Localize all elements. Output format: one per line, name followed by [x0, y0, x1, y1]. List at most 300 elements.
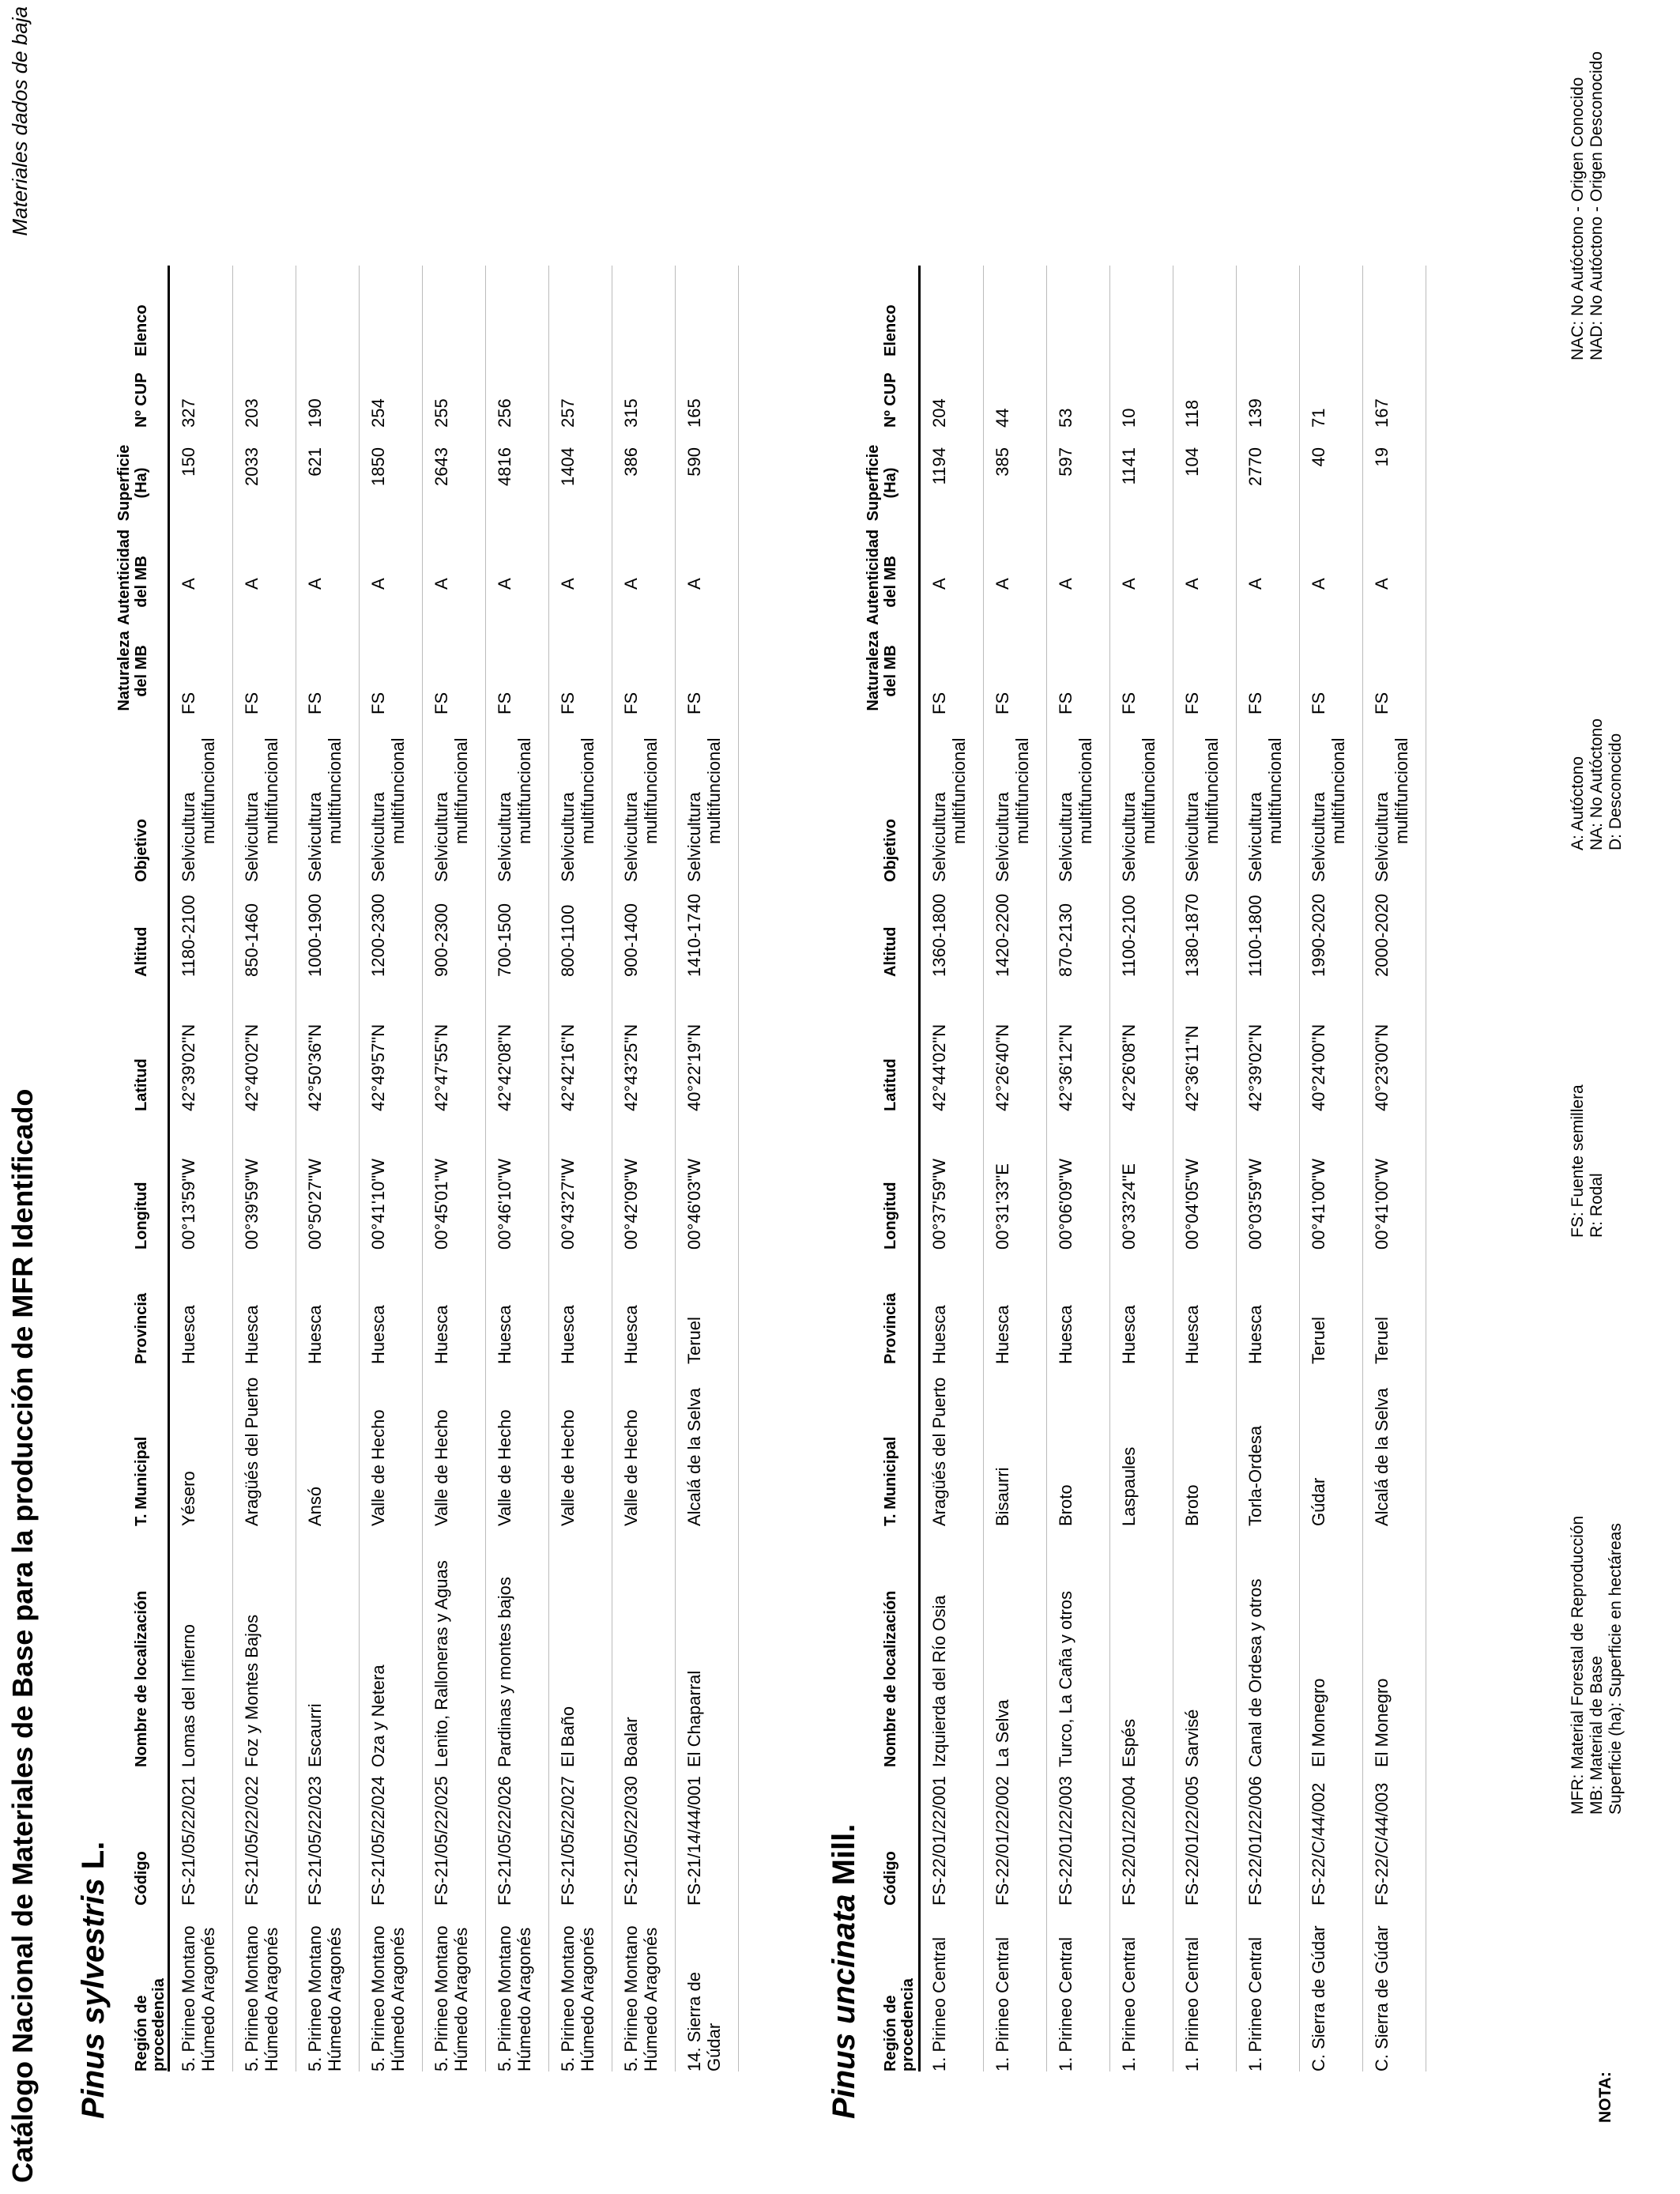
cell-longitud: 00°42'09"W — [621, 1159, 641, 1250]
cell-cup: 315 — [621, 398, 641, 428]
cell-naturaleza: FS — [1245, 692, 1265, 714]
cell-autenticidad: A — [305, 578, 325, 590]
cell-longitud: 00°13'59"W — [179, 1159, 198, 1250]
column-header-latitud — [133, 985, 150, 1111]
cell-objetivo — [993, 720, 1032, 882]
cell-provincia: Huesca — [621, 1305, 641, 1364]
objetivo-line-2: multifuncional — [1328, 737, 1348, 844]
cell-nombre: Oza y Netera — [368, 1664, 388, 1767]
objetivo-line-2: multifuncional — [262, 737, 281, 844]
column-header-region — [133, 1921, 168, 2071]
cell-longitud: 00°45'01"W — [431, 1159, 451, 1250]
species-latin-name: Pinus sylvestris — [76, 1878, 111, 2119]
note-line: R: Rodal — [1588, 1173, 1606, 1238]
note-line: NAC: No Autóctono - Origen Conocido — [1569, 77, 1587, 360]
cell-autenticidad: A — [179, 578, 198, 590]
column-header-line: T. Municipal — [133, 1436, 150, 1526]
cell-superficie: 621 — [305, 447, 325, 477]
header-rule — [168, 266, 170, 2071]
cell-provincia: Huesca — [929, 1305, 949, 1364]
notes-col1 — [1569, 1516, 1625, 1815]
column-header-line: del MB — [133, 645, 150, 697]
row-divider — [422, 266, 423, 2071]
cell-autenticidad: A — [242, 578, 262, 590]
note-line: A: Autóctono — [1569, 756, 1587, 850]
cell-codigo: FS-21/05/22/030 — [621, 1776, 641, 1906]
cell-cup: 167 — [1372, 398, 1392, 428]
objetivo-line-1: Selvicultura — [179, 792, 198, 882]
cell-municipal: Aragüés del Puerto — [242, 1377, 262, 1526]
cell-provincia: Huesca — [431, 1305, 451, 1364]
cell-altitud: 900-2300 — [431, 903, 451, 977]
cell-altitud: 800-1100 — [558, 904, 578, 977]
column-header-line: Código — [882, 1851, 899, 1906]
cell-autenticidad: A — [558, 578, 578, 590]
cell-provincia: Huesca — [1182, 1305, 1202, 1364]
cell-codigo: FS-22/01/22/004 — [1119, 1776, 1139, 1906]
cell-codigo: FS-21/05/22/024 — [368, 1776, 388, 1906]
species-author: Mill. — [827, 1823, 861, 1886]
cell-region: 5. Pirineo Montano Húmedo Aragonés — [242, 1925, 281, 2071]
cell-objetivo — [242, 720, 281, 882]
cell-superficie: 1404 — [558, 447, 578, 486]
objetivo-line-1: Selvicultura — [684, 792, 704, 882]
cell-nombre: Foz y Montes Bajos — [242, 1614, 262, 1767]
column-header-line: T. Municipal — [882, 1436, 899, 1526]
cell-cup: 204 — [929, 398, 949, 428]
cell-provincia: Huesca — [305, 1305, 325, 1364]
cell-altitud: 1100-2100 — [1119, 895, 1139, 977]
notes-col2 — [1569, 1084, 1607, 1238]
cell-municipal: Aragüés del Puerto — [929, 1377, 949, 1526]
column-header-latitud — [882, 985, 899, 1111]
column-header-autenticidad — [864, 529, 899, 625]
note-line: NA: No Autóctono — [1588, 718, 1606, 850]
cell-codigo: FS-22/C/44/003 — [1372, 1782, 1392, 1906]
objetivo-line-1: Selvicultura — [1245, 792, 1265, 882]
cell-naturaleza: FS — [684, 692, 704, 714]
cell-latitud: 42°50'36"N — [305, 1023, 325, 1111]
cell-provincia: Huesca — [495, 1305, 514, 1364]
cell-municipal: Valle de Hecho — [558, 1409, 578, 1526]
cell-objetivo — [305, 720, 345, 882]
row-divider — [359, 266, 360, 2071]
cell-region: 1. Pirineo Central — [1119, 1937, 1139, 2071]
cell-altitud: 900-1400 — [621, 903, 641, 977]
note-line: MFR: Material Forestal de Reproducción — [1569, 1515, 1587, 1815]
cell-cup: 44 — [993, 408, 1012, 428]
cell-superficie: 19 — [1372, 447, 1392, 467]
column-header-line: Código — [133, 1851, 150, 1906]
objetivo-line-1: Selvicultura — [1182, 792, 1202, 882]
cell-provincia: Huesca — [993, 1305, 1012, 1364]
cell-superficie: 4816 — [495, 447, 514, 486]
row-divider — [675, 266, 676, 2071]
column-header-line: Objetivo — [133, 818, 150, 882]
cell-cup: 256 — [495, 398, 514, 428]
cell-nombre: Lenito, Ralloneras y Aguas — [431, 1560, 451, 1767]
cell-longitud: 00°04'05"W — [1182, 1159, 1202, 1250]
cell-region: 5. Pirineo Montano Húmedo Aragonés — [305, 1925, 345, 2071]
column-header-line: Latitud — [882, 1058, 899, 1111]
cell-latitud: 42°40'02"N — [242, 1023, 262, 1111]
cell-municipal: Alcalá de la Selva — [684, 1388, 704, 1526]
cell-naturaleza: FS — [305, 692, 325, 714]
column-header-cup — [133, 356, 150, 428]
column-header-line: Nombre de localización — [882, 1590, 899, 1767]
cell-objetivo — [621, 720, 661, 882]
cell-autenticidad: A — [1245, 578, 1265, 590]
cell-longitud: 00°41'00"W — [1372, 1159, 1392, 1250]
cell-codigo: FS-21/14/44/001 — [684, 1776, 704, 1906]
cell-codigo: FS-21/05/22/025 — [431, 1776, 451, 1906]
row-divider — [738, 266, 739, 2071]
column-header-line: Altitud — [133, 926, 150, 977]
cell-nombre: Boalar — [621, 1717, 641, 1767]
cell-latitud: 42°36'11"N — [1182, 1025, 1202, 1111]
column-header-line: del MB — [133, 556, 150, 608]
header-rule — [918, 266, 921, 2071]
cell-municipal: Alcalá de la Selva — [1372, 1388, 1392, 1526]
row-divider — [232, 266, 233, 2071]
column-header-objetivo — [882, 720, 899, 882]
cell-nombre: Espés — [1119, 1718, 1139, 1767]
column-header-line: Altitud — [882, 926, 899, 977]
cell-region: 5. Pirineo Montano Húmedo Aragonés — [558, 1925, 597, 2071]
cell-longitud: 00°43'27"W — [558, 1159, 578, 1250]
column-header-line: Naturaleza — [864, 631, 882, 711]
cell-autenticidad: A — [1056, 578, 1075, 590]
cell-longitud: 00°41'00"W — [1309, 1159, 1328, 1250]
cell-objetivo — [431, 720, 471, 882]
cell-superficie: 2033 — [242, 447, 262, 486]
column-header-region — [882, 1921, 917, 2071]
cell-municipal: Broto — [1182, 1484, 1202, 1526]
objetivo-line-1: Selvicultura — [1056, 792, 1075, 882]
cell-region: 1. Pirineo Central — [929, 1937, 949, 2071]
objetivo-line-2: multifuncional — [1202, 737, 1222, 844]
cell-municipal: Valle de Hecho — [495, 1409, 514, 1526]
cell-cup: 327 — [179, 398, 198, 428]
cell-region: 1. Pirineo Central — [993, 1937, 1012, 2071]
cell-autenticidad: A — [1372, 578, 1392, 590]
cell-altitud: 1000-1900 — [305, 893, 325, 977]
species-author: L. — [76, 1841, 111, 1870]
objetivo-line-2: multifuncional — [451, 737, 471, 844]
cell-autenticidad: A — [368, 578, 388, 590]
cell-autenticidad: A — [495, 578, 514, 590]
cell-naturaleza: FS — [368, 692, 388, 714]
cell-provincia: Teruel — [684, 1317, 704, 1364]
cell-region: C. Sierra de Gúdar — [1309, 1925, 1328, 2071]
cell-altitud: 2000-2020 — [1372, 893, 1392, 977]
column-header-municipal — [133, 1364, 150, 1526]
note-line: D: Desconocido — [1607, 733, 1625, 850]
cell-municipal: Broto — [1056, 1484, 1075, 1526]
cell-region: 14. Sierra de Gúdar — [684, 1972, 724, 2071]
cell-naturaleza: FS — [242, 692, 262, 714]
cell-objetivo — [558, 720, 597, 882]
cell-longitud: 00°41'10"W — [368, 1159, 388, 1250]
cell-naturaleza: FS — [1056, 692, 1075, 714]
cell-municipal: Torla-Ordesa — [1245, 1425, 1265, 1526]
cell-provincia: Teruel — [1372, 1317, 1392, 1364]
notes-col4 — [1569, 51, 1607, 360]
cell-altitud: 1420-2200 — [993, 893, 1012, 977]
cell-region: C. Sierra de Gúdar — [1372, 1925, 1392, 2071]
cell-superficie: 2770 — [1245, 447, 1265, 486]
column-header-line: Región de procedencia — [133, 1978, 168, 2071]
cell-altitud: 1380-1870 — [1182, 893, 1202, 977]
cell-nombre: El Chaparral — [684, 1670, 704, 1767]
objetivo-line-2: multifuncional — [325, 737, 345, 844]
row-divider — [1046, 266, 1047, 2071]
cell-region: 5. Pirineo Montano Húmedo Aragonés — [179, 1925, 218, 2071]
cell-superficie: 1141 — [1119, 447, 1139, 485]
cell-cup: 203 — [242, 398, 262, 428]
cell-altitud: 1200-2300 — [368, 893, 388, 977]
row-divider — [983, 266, 984, 2071]
cell-codigo: FS-21/05/22/023 — [305, 1776, 325, 1906]
objetivo-line-2: multifuncional — [514, 737, 534, 844]
cell-superficie: 385 — [993, 447, 1012, 477]
column-header-line: Elenco — [133, 304, 150, 356]
column-header-line: Provincia — [882, 1292, 899, 1364]
note-line: NAD: No Autóctono - Origen Desconocido — [1588, 51, 1606, 360]
column-header-line: Autenticidad — [115, 529, 133, 625]
cell-latitud: 42°39'02"N — [179, 1023, 198, 1111]
cell-provincia: Teruel — [1309, 1317, 1328, 1364]
cell-objetivo — [179, 720, 218, 882]
column-header-line: Superficie — [864, 444, 882, 522]
cell-provincia: Huesca — [1056, 1305, 1075, 1364]
row-divider — [485, 266, 486, 2071]
cell-latitud: 42°42'08"N — [495, 1023, 514, 1111]
cell-cup: 190 — [305, 398, 325, 428]
cell-municipal: Ansó — [305, 1486, 325, 1526]
cell-naturaleza: FS — [431, 692, 451, 714]
cell-naturaleza: FS — [1372, 692, 1392, 714]
cell-region: 1. Pirineo Central — [1182, 1937, 1202, 2071]
column-header-line: Superficie — [115, 444, 133, 522]
cell-naturaleza: FS — [558, 692, 578, 714]
cell-longitud: 00°50'27"W — [305, 1159, 325, 1250]
cell-altitud: 700-1500 — [495, 903, 514, 977]
cell-latitud: 42°42'16"N — [558, 1023, 578, 1111]
objetivo-line-1: Selvicultura — [431, 792, 451, 882]
objetivo-line-2: multifuncional — [1139, 737, 1158, 844]
column-header-nombre — [133, 1534, 150, 1767]
cell-longitud: 00°46'10"W — [495, 1159, 514, 1250]
cell-nombre: Turco, La Caña y otros — [1056, 1591, 1075, 1767]
cell-region: 5. Pirineo Montano Húmedo Aragonés — [621, 1925, 661, 2071]
objetivo-line-2: multifuncional — [1392, 737, 1411, 844]
cell-superficie: 40 — [1309, 447, 1328, 467]
cell-nombre: El Monegro — [1372, 1678, 1392, 1767]
objetivo-line-1: Selvicultura — [242, 792, 262, 882]
cell-autenticidad: A — [1309, 578, 1328, 590]
cell-cup: 71 — [1309, 408, 1328, 428]
cell-latitud: 42°49'57"N — [368, 1023, 388, 1111]
column-header-objetivo — [133, 720, 150, 882]
cell-cup: 139 — [1245, 398, 1265, 428]
cell-objetivo — [1372, 720, 1411, 882]
cell-cup: 255 — [431, 398, 451, 428]
cell-cup: 10 — [1119, 408, 1139, 428]
cell-cup: 165 — [684, 398, 704, 428]
column-header-line: Objetivo — [882, 818, 899, 882]
column-header-line: del MB — [882, 556, 899, 608]
column-header-naturaleza — [115, 628, 150, 714]
cell-longitud: 00°33'24"E — [1119, 1163, 1139, 1250]
cell-region: 5. Pirineo Montano Húmedo Aragonés — [368, 1925, 408, 2071]
cell-latitud: 42°47'55"N — [431, 1023, 451, 1111]
column-header-line: (Ha) — [133, 467, 150, 499]
row-divider — [1236, 266, 1237, 2071]
cell-autenticidad: A — [431, 578, 451, 590]
cell-provincia: Huesca — [368, 1305, 388, 1364]
cell-municipal: Valle de Hecho — [431, 1409, 451, 1526]
cell-naturaleza: FS — [495, 692, 514, 714]
cell-municipal: Gúdar — [1309, 1477, 1328, 1526]
column-header-line: Elenco — [882, 304, 899, 356]
cell-altitud: 1360-1800 — [929, 893, 949, 977]
cell-codigo: FS-22/01/22/005 — [1182, 1776, 1202, 1906]
cell-latitud: 40°23'00"N — [1372, 1023, 1392, 1111]
cell-municipal: Laspaules — [1119, 1446, 1139, 1526]
objetivo-line-2: multifuncional — [1075, 737, 1095, 844]
column-header-provincia — [882, 1273, 899, 1364]
cell-codigo: FS-21/05/22/026 — [495, 1776, 514, 1906]
cell-cup: 118 — [1182, 399, 1202, 428]
column-header-line: Naturaleza — [115, 631, 133, 711]
cell-longitud: 00°03'59"W — [1245, 1159, 1265, 1250]
cell-latitud: 42°44'02"N — [929, 1023, 949, 1111]
cell-latitud: 42°39'02"N — [1245, 1023, 1265, 1111]
column-header-altitud — [133, 886, 150, 977]
species-title — [76, 1842, 111, 2119]
cell-municipal: Valle de Hecho — [621, 1409, 641, 1526]
corner-note: Materiales dados de baja — [8, 6, 32, 236]
cell-nombre: Pardinas y montes bajos — [495, 1577, 514, 1767]
objetivo-line-1: Selvicultura — [993, 792, 1012, 882]
column-header-codigo — [882, 1771, 899, 1906]
cell-autenticidad: A — [1182, 578, 1202, 590]
objetivo-line-2: multifuncional — [388, 737, 408, 844]
objetivo-line-1: Selvicultura — [1309, 792, 1328, 882]
column-header-line: Nombre de localización — [133, 1590, 150, 1767]
objetivo-line-2: multifuncional — [198, 737, 218, 844]
cell-longitud: 00°39'59"W — [242, 1159, 262, 1250]
cell-provincia: Huesca — [1119, 1305, 1139, 1364]
cell-nombre: Izquierda del Río Osia — [929, 1595, 949, 1767]
cell-superficie: 1850 — [368, 447, 388, 486]
note-line: Superficie (ha): Superficie en hectáreas — [1607, 1523, 1625, 1815]
cell-region: 1. Pirineo Central — [1245, 1937, 1265, 2071]
cell-naturaleza: FS — [929, 692, 949, 714]
cell-provincia: Huesca — [179, 1305, 198, 1364]
column-header-codigo — [133, 1771, 150, 1906]
column-header-naturaleza — [864, 628, 899, 714]
cell-codigo: FS-21/05/22/022 — [242, 1776, 262, 1906]
cell-superficie: 597 — [1056, 447, 1075, 477]
cell-nombre: Sarvisé — [1182, 1709, 1202, 1767]
column-header-line: Nº CUP — [882, 372, 899, 428]
column-header-superficie — [864, 439, 899, 526]
cell-municipal: Yésero — [179, 1471, 198, 1526]
cell-latitud: 42°43'25"N — [621, 1023, 641, 1111]
cell-municipal: Bisaurri — [993, 1467, 1012, 1526]
note-line: FS: Fuente semillera — [1569, 1084, 1587, 1238]
objetivo-line-1: Selvicultura — [558, 792, 578, 882]
cell-codigo: FS-22/01/22/002 — [993, 1776, 1012, 1906]
cell-autenticidad: A — [993, 578, 1012, 590]
objetivo-line-1: Selvicultura — [1372, 792, 1392, 882]
cell-naturaleza: FS — [1119, 692, 1139, 714]
objetivo-line-2: multifuncional — [704, 737, 724, 844]
column-header-elenco — [882, 285, 899, 356]
cell-latitud: 42°26'08"N — [1119, 1023, 1139, 1111]
cell-superficie: 1194 — [929, 447, 949, 485]
cell-altitud: 850-1460 — [242, 903, 262, 977]
cell-latitud: 40°22'19"N — [684, 1023, 704, 1111]
nota-label: NOTA: — [1596, 2071, 1614, 2123]
cell-region: 5. Pirineo Montano Húmedo Aragonés — [431, 1925, 471, 2071]
cell-cup: 257 — [558, 398, 578, 428]
column-header-line: Autenticidad — [864, 529, 882, 625]
cell-autenticidad: A — [1119, 578, 1139, 590]
objetivo-line-1: Selvicultura — [368, 792, 388, 882]
cell-cup: 53 — [1056, 408, 1075, 428]
cell-nombre: Lomas del Infierno — [179, 1624, 198, 1767]
cell-nombre: Escaurri — [305, 1703, 325, 1767]
species-latin-name: Pinus uncinata — [827, 1894, 861, 2119]
column-header-line: Longitud — [133, 1182, 150, 1250]
cell-naturaleza: FS — [993, 692, 1012, 714]
column-header-provincia — [133, 1273, 150, 1364]
cell-longitud: 00°31'33"E — [993, 1163, 1012, 1250]
cell-nombre: Canal de Ordesa y otros — [1245, 1578, 1265, 1767]
column-header-line: Longitud — [882, 1182, 899, 1250]
notes-col3 — [1569, 718, 1625, 850]
objetivo-line-1: Selvicultura — [621, 792, 641, 882]
cell-objetivo — [1309, 720, 1348, 882]
column-header-line: Latitud — [133, 1058, 150, 1111]
cell-provincia: Huesca — [558, 1305, 578, 1364]
note-line: MB: Material de Base — [1588, 1656, 1606, 1815]
column-header-cup — [882, 356, 899, 428]
column-header-line: Nº CUP — [133, 372, 150, 428]
cell-naturaleza: FS — [179, 692, 198, 714]
cell-objetivo — [1119, 720, 1158, 882]
objetivo-line-2: multifuncional — [1265, 737, 1285, 844]
row-divider — [548, 266, 549, 2071]
column-header-longitud — [882, 1111, 899, 1250]
cell-autenticidad: A — [929, 578, 949, 590]
cell-municipal: Valle de Hecho — [368, 1409, 388, 1526]
cell-latitud: 42°26'40"N — [993, 1023, 1012, 1111]
cell-superficie: 104 — [1182, 447, 1202, 477]
column-header-nombre — [882, 1534, 899, 1767]
cell-altitud: 870-2130 — [1056, 903, 1075, 977]
cell-objetivo — [684, 720, 724, 882]
cell-cup: 254 — [368, 398, 388, 428]
column-header-superficie — [115, 439, 150, 526]
cell-altitud: 1990-2020 — [1309, 893, 1328, 977]
cell-provincia: Huesca — [242, 1305, 262, 1364]
species-title — [827, 1824, 862, 2119]
objetivo-line-1: Selvicultura — [495, 792, 514, 882]
